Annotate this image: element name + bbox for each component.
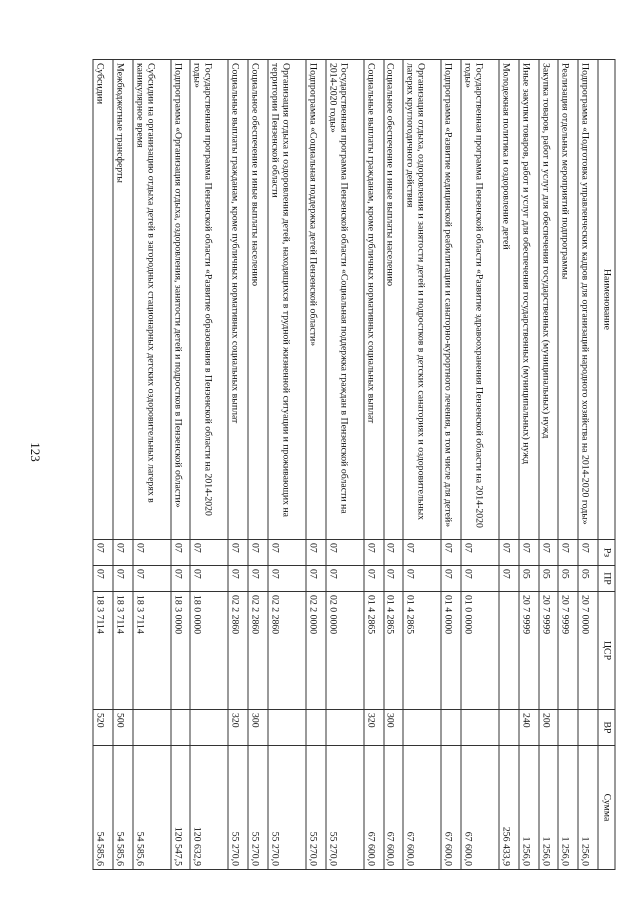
rz-cell: 07 (171, 540, 191, 566)
table-row (558, 60, 578, 870)
table-row (306, 60, 326, 870)
rz-cell: 07 (539, 540, 559, 566)
rz-cell: 07 (578, 540, 598, 566)
pr-cell: 07 (461, 566, 499, 592)
pr-cell: 07 (384, 566, 404, 592)
pr-cell: 05 (519, 566, 539, 592)
csr-cell: 01 0 0000 (461, 592, 499, 710)
sum-cell: 54 585,6 (93, 746, 113, 870)
vr-cell: 320 (228, 710, 248, 746)
name-cell: Подпрограмма «Организация отдыха, оздоровления, занятости детей и подростков в Пензенской области» (171, 60, 191, 540)
name-cell: Организация отдыха и оздоровления детей, находящихся в трудной жизненной ситуации и проживающих на территории Пензенской области (268, 60, 306, 540)
pr-cell: 07 (499, 566, 519, 592)
vr-cell: 320 (364, 710, 384, 746)
table-row (190, 60, 228, 870)
csr-cell: 01 4 2865 (403, 592, 441, 710)
name-cell: Межбюджетные трансферты (113, 60, 133, 540)
rz-cell: 07 (326, 540, 364, 566)
table-row (403, 60, 441, 870)
vr-cell (133, 710, 171, 746)
sum-cell: 67 600,0 (403, 746, 441, 870)
rz-cell: 07 (133, 540, 171, 566)
table-row (228, 60, 248, 870)
table-row (93, 60, 113, 870)
table-row (519, 60, 539, 870)
csr-cell: 02 2 0000 (306, 592, 326, 710)
table-header (598, 60, 615, 870)
csr-cell: 20 7 9999 (539, 592, 559, 710)
name-cell: Государственная программа Пензенской области «Развитие образования в Пензенской области на 2014-2020 годы» (190, 60, 228, 540)
vr-cell: 240 (519, 710, 539, 746)
rz-cell: 07 (248, 540, 268, 566)
table-body (93, 60, 598, 870)
sum-cell: 54 585,6 (113, 746, 133, 870)
name-cell: Подпрограмма «Социальная поддержка детей Пензенской области» (306, 60, 326, 540)
pr-cell: 07 (190, 566, 228, 592)
csr-cell: 02 2 2860 (268, 592, 306, 710)
table-row (364, 60, 384, 870)
pr-cell: 07 (403, 566, 441, 592)
vr-cell (190, 710, 228, 746)
rz-cell: 07 (93, 540, 113, 566)
csr-cell: 18 3 7114 (93, 592, 113, 710)
table-row (326, 60, 364, 870)
rz-cell: 07 (499, 540, 519, 566)
name-cell: Подпрограмма «Развитие медицинской реабилитации и санаторно-курортного лечения, в том числе для детей» (441, 60, 461, 540)
pr-cell: 07 (441, 566, 461, 592)
budget-table (93, 59, 616, 870)
pr-cell: 05 (539, 566, 559, 592)
sum-cell: 55 270,0 (248, 746, 268, 870)
name-cell: Субсидии (93, 60, 113, 540)
pr-cell: 07 (326, 566, 364, 592)
sum-cell: 1 256,0 (578, 746, 598, 870)
csr-cell: 18 0 0000 (190, 592, 228, 710)
table-row (248, 60, 268, 870)
name-cell: Государственная программа Пензенской области «Социальная поддержка граждан в Пензенской области на 2014-2020 годы» (326, 60, 364, 540)
pr-cell: 07 (364, 566, 384, 592)
pr-cell: 07 (93, 566, 113, 592)
csr-cell (499, 592, 519, 710)
name-cell: Подпрограмма «Подготовка управленческих кадров для организаций народного хозяйства на 2014-2020 годы» (578, 60, 598, 540)
pr-cell: 07 (171, 566, 191, 592)
pr-cell: 07 (268, 566, 306, 592)
header-sum: Сумма (598, 746, 615, 870)
pr-cell: 05 (578, 566, 598, 592)
rz-cell: 07 (519, 540, 539, 566)
table-row (578, 60, 598, 870)
csr-cell: 01 4 0000 (441, 592, 461, 710)
vr-cell: 300 (384, 710, 404, 746)
sum-cell: 1 256,0 (558, 746, 578, 870)
csr-cell: 20 7 9999 (558, 592, 578, 710)
sum-cell: 54 585,6 (133, 746, 171, 870)
vr-cell: 300 (248, 710, 268, 746)
name-cell: Государственная программа Пензенской области «Развитие здравоохранения Пензенской области на 2014-2020 годы» (461, 60, 499, 540)
name-cell: Организация отдыха, оздоровления и занятости детей и подростков в детских санаториях и оздоровительных лагерях круглогодичного действия (403, 60, 441, 540)
header-vr: ВР (598, 710, 615, 746)
header-pr: ПР (598, 566, 615, 592)
sum-cell: 55 270,0 (306, 746, 326, 870)
sum-cell: 1 256,0 (519, 746, 539, 870)
sum-cell: 67 600,0 (461, 746, 499, 870)
pr-cell: 07 (248, 566, 268, 592)
sum-cell: 55 270,0 (326, 746, 364, 870)
name-cell: Молодежная политика и оздоровление детей (499, 60, 519, 540)
rz-cell: 07 (384, 540, 404, 566)
table-row (441, 60, 461, 870)
rz-cell: 07 (228, 540, 248, 566)
name-cell: Социальные выплаты гражданам, кроме публичных нормативных социальных выплат (228, 60, 248, 540)
csr-cell: 18 3 7114 (133, 592, 171, 710)
rz-cell: 07 (441, 540, 461, 566)
name-cell: Закупка товаров, работ и услуг для обеспечения государственных (муниципальных) нужд (539, 60, 559, 540)
sum-cell: 67 600,0 (384, 746, 404, 870)
sum-cell: 1 256,0 (539, 746, 559, 870)
sum-cell: 55 270,0 (268, 746, 306, 870)
csr-cell: 18 3 7114 (113, 592, 133, 710)
sum-cell: 55 270,0 (228, 746, 248, 870)
vr-cell: 500 (113, 710, 133, 746)
vr-cell (403, 710, 441, 746)
csr-cell: 02 0 0000 (326, 592, 364, 710)
csr-cell: 20 7 9999 (519, 592, 539, 710)
header-name: Наименование (598, 60, 615, 540)
name-cell: Социальное обеспечение и иные выплаты населению (248, 60, 268, 540)
rz-cell: 07 (364, 540, 384, 566)
page-number: 123 (28, 442, 43, 462)
table-row (461, 60, 499, 870)
rz-cell: 07 (190, 540, 228, 566)
table-row (113, 60, 133, 870)
name-cell: Социальные выплаты гражданам, кроме публичных нормативных социальных выплат (364, 60, 384, 540)
vr-cell (306, 710, 326, 746)
name-cell: Реализация отдельных мероприятий подпрограммы (558, 60, 578, 540)
csr-cell: 02 2 2860 (228, 592, 248, 710)
csr-cell: 02 2 2860 (248, 592, 268, 710)
vr-cell: 200 (539, 710, 559, 746)
csr-cell: 18 3 0000 (171, 592, 191, 710)
name-cell: Иные закупки товаров, работ и услуг для обеспечения государственных (муниципальных) нужд (519, 60, 539, 540)
vr-cell (441, 710, 461, 746)
rz-cell: 07 (113, 540, 133, 566)
csr-cell: 20 7 0000 (578, 592, 598, 710)
table-row (268, 60, 306, 870)
sum-cell: 120 547,5 (171, 746, 191, 870)
vr-cell (461, 710, 499, 746)
rz-cell: 07 (268, 540, 306, 566)
pr-cell: 05 (558, 566, 578, 592)
table-row (384, 60, 404, 870)
vr-cell (326, 710, 364, 746)
vr-cell (171, 710, 191, 746)
rz-cell: 07 (306, 540, 326, 566)
rotated-page-content (93, 59, 616, 869)
pr-cell: 07 (306, 566, 326, 592)
header-rz: Рз (598, 540, 615, 566)
pr-cell: 07 (113, 566, 133, 592)
rz-cell: 07 (461, 540, 499, 566)
table-row (133, 60, 171, 870)
vr-cell: 520 (93, 710, 113, 746)
pr-cell: 07 (133, 566, 171, 592)
rz-cell: 07 (558, 540, 578, 566)
csr-cell: 01 4 2865 (384, 592, 404, 710)
vr-cell (499, 710, 519, 746)
rz-cell: 07 (403, 540, 441, 566)
pr-cell: 07 (228, 566, 248, 592)
table-row (539, 60, 559, 870)
table-row (171, 60, 191, 870)
table-row (499, 60, 519, 870)
csr-cell: 01 4 2865 (364, 592, 384, 710)
sum-cell: 67 600,0 (441, 746, 461, 870)
vr-cell (268, 710, 306, 746)
vr-cell (578, 710, 598, 746)
header-csr: ЦСР (598, 592, 615, 710)
name-cell: Социальное обеспечение и иные выплаты населению (384, 60, 404, 540)
sum-cell: 120 632,9 (190, 746, 228, 870)
vr-cell (558, 710, 578, 746)
sum-cell: 67 600,0 (364, 746, 384, 870)
name-cell: Субсидии на организацию отдыха детей в загородных стационарных детских оздоровительных лагерях в каникулярное время (133, 60, 171, 540)
sum-cell: 256 433,9 (499, 746, 519, 870)
